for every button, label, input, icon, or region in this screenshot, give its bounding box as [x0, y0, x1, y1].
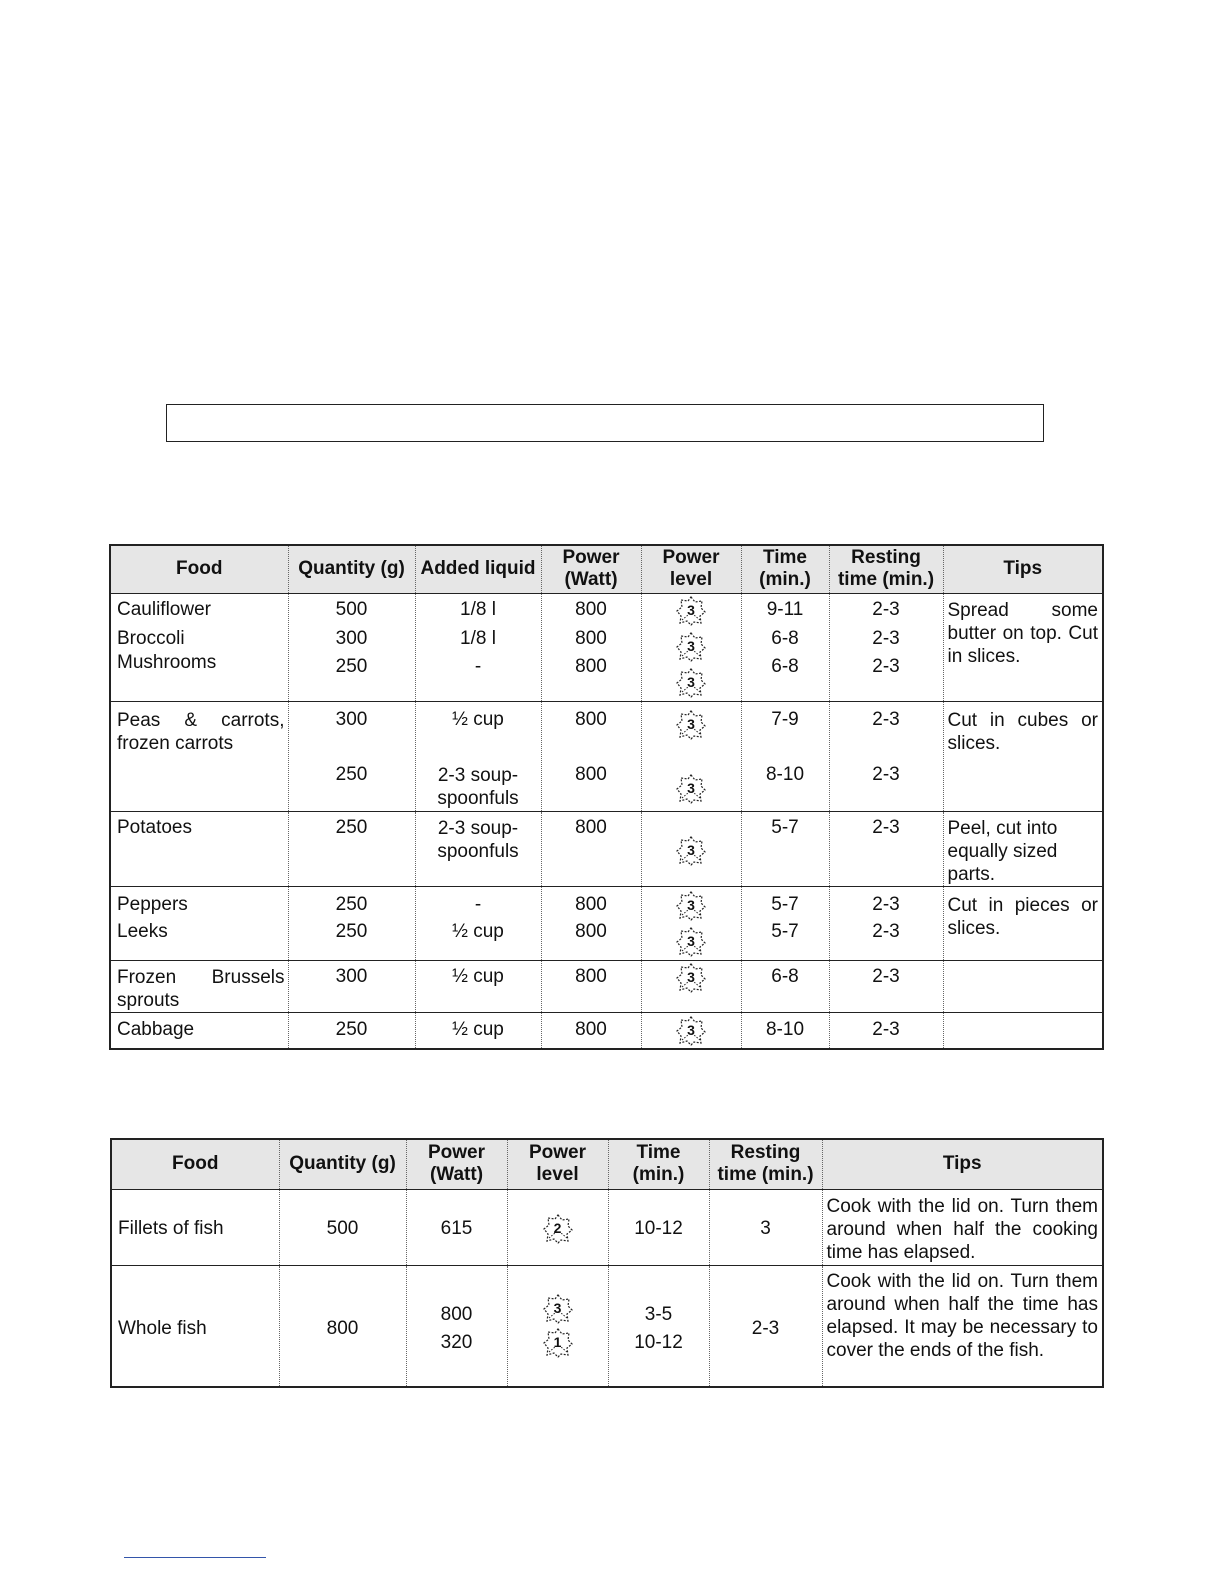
header-time: Time (min.)	[608, 1139, 709, 1189]
time-value: 6-8	[771, 655, 799, 677]
rest-value: 2-3	[872, 816, 900, 838]
food-name: Broccoli	[117, 627, 185, 649]
power-value: 800	[575, 1018, 607, 1040]
table-header-row	[111, 1139, 1103, 1189]
liquid-value: 1/8 l	[460, 598, 496, 620]
header-power-level: Power level	[507, 1139, 608, 1189]
tip-text: Peel, cut into equally sized parts.	[947, 817, 1058, 885]
power-level-icon: 3	[676, 1016, 706, 1046]
quantity-value: 500	[335, 598, 368, 620]
header-quantity: Quantity (g)	[288, 545, 415, 593]
quantity-value: 250	[335, 920, 368, 942]
empty-title-box	[166, 404, 1044, 442]
time-value: 6-8	[771, 965, 799, 987]
food-name: Peas & carrots, frozen carrots	[117, 709, 285, 754]
table-header-row	[110, 545, 1103, 593]
time-value: 6-8	[771, 627, 799, 649]
power-value: 800	[575, 598, 607, 620]
power-value: 800	[575, 965, 607, 987]
power-value: 800	[575, 816, 607, 838]
quantity-value: 300	[335, 708, 368, 730]
rest-value: 2-3	[872, 655, 900, 677]
rest-value: 2-3	[872, 763, 900, 785]
rest-value: 2-3	[751, 1317, 780, 1339]
liquid-value: 2-3 soup-spoonfuls	[437, 817, 519, 862]
food-name: Fillets of fish	[118, 1217, 224, 1239]
time-value: 5-7	[771, 893, 799, 915]
time-value: 7-9	[771, 708, 799, 730]
food-name: Cauliflower	[117, 598, 211, 620]
time-value: 10-12	[634, 1331, 683, 1353]
power-value: 800	[575, 708, 607, 730]
table-row	[110, 701, 1103, 811]
header-power-watt: Power (Watt)	[541, 545, 641, 593]
food-name: Potatoes	[117, 816, 192, 838]
time-value: 9-11	[766, 598, 804, 620]
food-name: Frozen Brussels sprouts	[117, 966, 285, 1011]
footnote-separator	[124, 1557, 266, 1558]
liquid-value: ½ cup	[452, 1018, 504, 1040]
power-value: 615	[440, 1217, 473, 1239]
header-added-liquid: Added liquid	[415, 545, 541, 593]
table-row	[110, 811, 1103, 886]
food-name: Mushrooms	[117, 651, 217, 673]
table-row	[110, 886, 1103, 960]
quantity-value: 300	[335, 627, 368, 649]
tip-text: Spread some butter on top. Cut in slices.	[947, 599, 1098, 667]
food-name: Whole fish	[118, 1317, 207, 1339]
vegetables-table	[109, 544, 1104, 1050]
rest-value: 2-3	[872, 920, 900, 942]
power-level-icon: 3	[676, 668, 706, 698]
power-level-icon: 3	[676, 632, 706, 662]
rest-value: 2-3	[872, 1018, 900, 1040]
table-row	[111, 1265, 1103, 1387]
quantity-value: 250	[335, 763, 368, 785]
power-value: 800	[575, 655, 607, 677]
time-value: 10-12	[634, 1217, 683, 1239]
tip-text: Cook with the lid on. Turn them around when half the time has elapsed. It may be necessary to cover the ends of the fish.	[826, 1270, 1098, 1361]
header-power-level: Power level	[641, 545, 741, 593]
table-row	[110, 593, 1103, 701]
rest-value: 2-3	[872, 965, 900, 987]
power-level-icon: 3	[676, 927, 706, 957]
power-level-icon: 3	[676, 891, 706, 921]
power-level-icon: 3	[676, 836, 706, 866]
header-resting-time: Resting time (min.)	[709, 1139, 822, 1189]
header-quantity: Quantity (g)	[279, 1139, 406, 1189]
header-food: Food	[111, 1139, 279, 1189]
power-level-icon: 3	[676, 963, 706, 993]
power-level-icon: 1	[543, 1328, 573, 1358]
power-value: 320	[440, 1331, 473, 1353]
power-value: 800	[575, 920, 607, 942]
rest-value: 3	[760, 1217, 771, 1239]
quantity-value: 250	[335, 1018, 368, 1040]
rest-value: 2-3	[872, 627, 900, 649]
tip-text: Cut in cubes or slices.	[947, 709, 1098, 754]
tip-text: Cut in pieces or slices.	[947, 894, 1098, 939]
power-level-icon: 3	[543, 1294, 573, 1324]
food-name: Leeks	[117, 920, 168, 942]
time-value: 3-5	[644, 1303, 673, 1325]
power-level-icon: 3	[676, 710, 706, 740]
liquid-value: ½ cup	[452, 708, 504, 730]
rest-value: 2-3	[872, 598, 900, 620]
header-food: Food	[110, 545, 288, 593]
tip-text: Cook with the lid on. Turn them around when half the cooking time has elapsed.	[826, 1195, 1098, 1263]
quantity-value: 300	[335, 965, 368, 987]
power-value: 800	[575, 627, 607, 649]
power-level-icon: 3	[676, 596, 706, 626]
time-value: 5-7	[771, 920, 799, 942]
rest-value: 2-3	[872, 708, 900, 730]
power-value: 800	[575, 763, 607, 785]
quantity-value: 500	[326, 1217, 359, 1239]
table-row	[110, 1012, 1103, 1049]
time-value: 8-10	[765, 763, 805, 785]
table-row	[111, 1189, 1103, 1265]
power-level-icon: 2	[543, 1214, 573, 1244]
fish-table	[110, 1138, 1104, 1388]
power-level-icon: 3	[676, 774, 706, 804]
quantity-value: 250	[335, 816, 368, 838]
power-value: 800	[440, 1303, 473, 1325]
table-row	[110, 960, 1103, 1012]
liquid-value: 2-3 soup-spoonfuls	[437, 764, 519, 809]
time-value: 5-7	[771, 816, 799, 838]
food-name: Cabbage	[117, 1018, 195, 1040]
liquid-value: ½ cup	[452, 920, 504, 942]
liquid-value: ½ cup	[452, 965, 504, 987]
time-value: 8-10	[765, 1018, 805, 1040]
food-name: Peppers	[117, 893, 188, 915]
rest-value: 2-3	[872, 893, 900, 915]
header-resting-time: Resting time (min.)	[829, 545, 943, 593]
quantity-value: 250	[335, 655, 368, 677]
quantity-value: 250	[335, 893, 368, 915]
header-time: Time (min.)	[741, 545, 829, 593]
liquid-value: -	[474, 893, 482, 915]
header-power-watt: Power (Watt)	[406, 1139, 507, 1189]
liquid-value: -	[474, 655, 482, 677]
power-value: 800	[575, 893, 607, 915]
header-tips: Tips	[822, 1139, 1103, 1189]
quantity-value: 800	[326, 1317, 359, 1339]
header-tips: Tips	[943, 545, 1103, 593]
liquid-value: 1/8 l	[460, 627, 496, 649]
